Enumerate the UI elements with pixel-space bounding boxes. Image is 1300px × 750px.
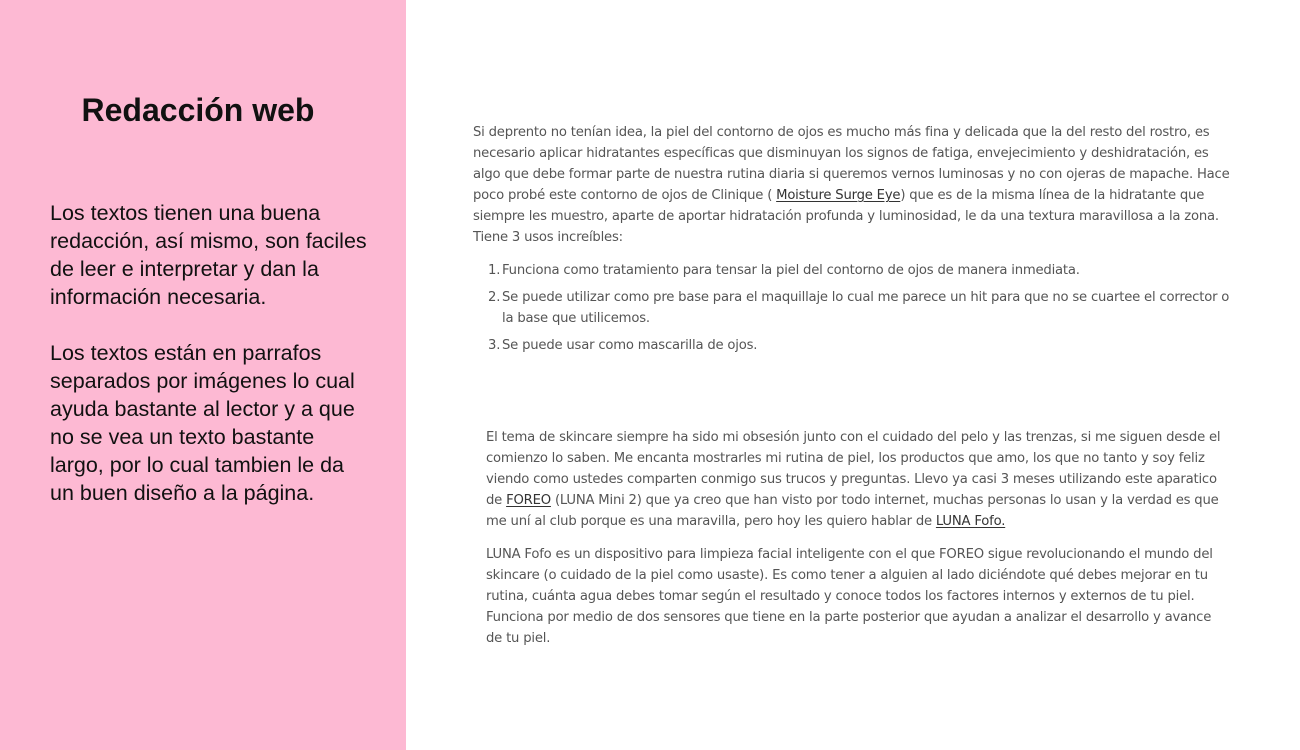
list-number: 3. <box>488 338 501 353</box>
uses-list <box>473 260 1233 356</box>
list-item-text: Se puede utilizar como pre base para el maquillaje lo cual me parece un hit para que no se cuartee el corrector o la base que utilicemos. <box>502 290 1230 326</box>
panel-paragraph-1: Los textos tienen una buena redacción, así mismo, son faciles de leer e interpretar y dan la información necesaria. <box>50 201 367 309</box>
list-item-text: Se puede usar como mascarilla de ojos. <box>502 338 758 353</box>
moisture-surge-eye-link[interactable]: Moisture Surge Eye <box>776 188 901 203</box>
excerpt-intro-text: Si deprento no tenían idea, la piel del contorno de ojos es mucho más fina y delicada que la del resto del rostro, es necesario aplicar hidratantes específicas que disminuyan los signos de fatiga, envejecimiento y deshidratación, es algo que debe formar parte de nuestra rutina diaria si queremos vernos luminosas y no con ojeras de mapache. Hace poco probé este contorno de ojos de Clinique ( <box>473 125 1230 203</box>
luna-fofo-link[interactable]: LUNA Fofo. <box>935 514 1006 529</box>
excerpt-text: El tema de skincare siempre ha sido mi obsesión junto con el cuidado del pelo y las trenzas, si me siguen desde el comienzo lo saben. Me encanta mostrarles mi rutina de piel, los productos que amo, los que no tanto y soy feliz viendo como ustedes comparten conmigo sus trucos y preguntas. Llevo ya casi 3 meses utilizando este aparatico de <box>486 430 1221 508</box>
foreo-link[interactable]: FOREO <box>506 493 551 508</box>
excerpt-text-continued: (LUNA Mini 2) que ya creo que han visto por todo internet, muchas personas lo usan y la verdad es que me uní al club porque es una maravilla, pero hoy les quiero hablar de <box>486 493 1219 529</box>
excerpt-skincare-paragraph-1 <box>486 427 1226 532</box>
excerpt-intro-paragraph <box>473 122 1233 248</box>
list-item <box>473 335 1233 356</box>
list-item <box>473 260 1233 281</box>
pink-sidebar-panel <box>0 0 406 750</box>
excerpt-intro-text-continued: ) que es de la misma línea de la hidratante que siempre les muestro, aparte de aportar hidratación profunda y luminosidad, le da una textura maravillosa a la zona. Tiene 3 usos increíbles: <box>473 188 1219 245</box>
article-excerpt-skincare <box>486 427 1226 649</box>
list-item <box>473 287 1233 329</box>
list-number: 1. <box>488 263 501 278</box>
panel-paragraph-2: Los textos están en parrafos separados por imágenes lo cual ayuda bastante al lector y a que no se vea un texto bastante largo, por lo cual tambien le da un buen diseño a la página. <box>50 341 355 505</box>
list-item-text: Funciona como tratamiento para tensar la piel del contorno de ojos de manera inmediata. <box>502 263 1080 278</box>
list-number: 2. <box>488 290 501 305</box>
excerpt-skincare-paragraph-2: LUNA Fofo es un dispositivo para limpieza facial inteligente con el que FOREO sigue revolucionando el mundo del skincare (o cuidado de la piel como usaste). Es como tener a alguien al lado diciéndote qué debes mejorar en tu rutina, cuánta agua debes tomar según el resultado y conoce todos los factores internos y externos de tu piel. Funciona por medio de dos sensores que tiene en la parte posterior que ayudan a analizar el desarrollo y avance de tu piel. <box>486 547 1213 646</box>
article-excerpt-eye-contour <box>473 122 1233 362</box>
panel-title: Redacción web <box>81 92 315 128</box>
